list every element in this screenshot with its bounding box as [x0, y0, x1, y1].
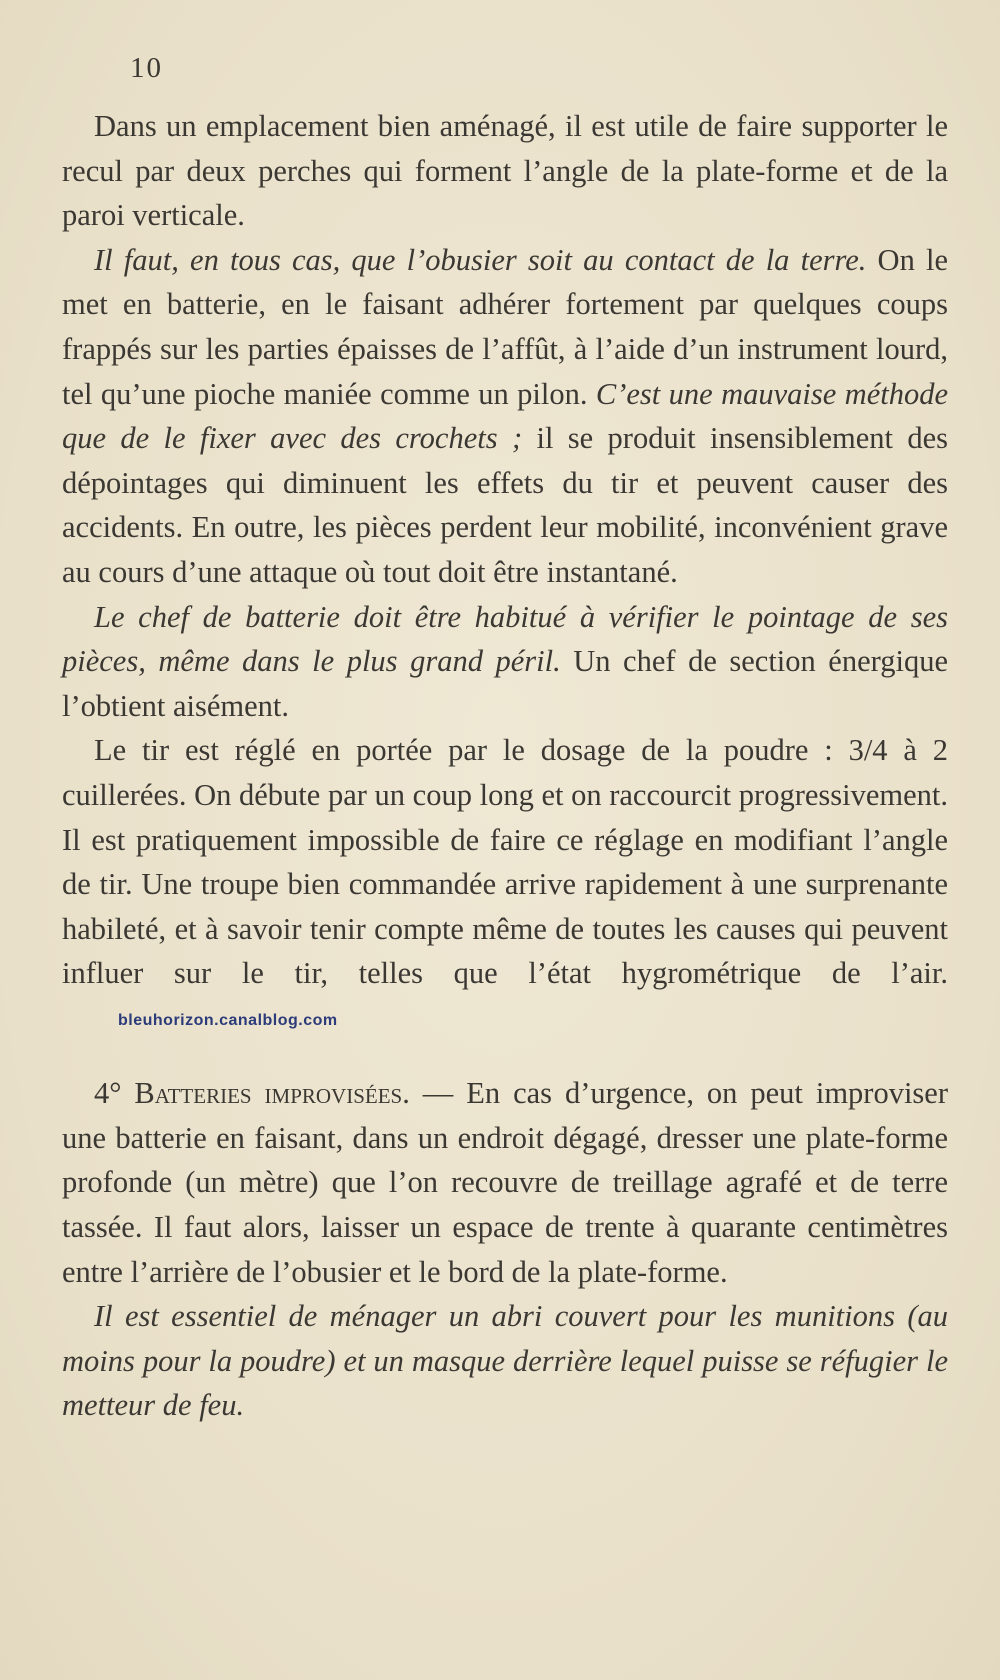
section-number: 4° [94, 1076, 135, 1111]
paragraph-reglage-tir [62, 728, 948, 1043]
italic-emphasis: C’est une mauvaise méthode que de le fixer avec des crochets ; [62, 376, 949, 456]
paragraph-abri-munitions [62, 1294, 948, 1428]
paragraph-emplacement: Dans un emplacement bien aménagé, il est utile de faire supporter le recul par deux perches qui forment l’angle de la plate-forme et de la paroi verticale. [62, 109, 948, 233]
italic-emphasis: Le chef de batterie doit être habitué à vérifier le pointage de ses pièces, même dans le plus grand péril. [62, 599, 948, 679]
paragraph-batteries-improvisees [62, 1071, 948, 1294]
paragraph-text: Le tir est réglé en portée par le dosage de la poudre : 3/4 à 2 cuillerées. On débute par un coup long et on raccourcit progressivement. Il est pratiquement impossible de faire ce réglage en modifiant l’angle de tir. Une troupe bien commandée arrive rapidement à une surprenante habileté, et à savoir tenir compte même de toutes les causes qui peuvent influer sur le tir, telles que l’état hygrométrique de l’air. [62, 733, 948, 991]
paragraph-text: il se produit insensiblement des dépointages qui diminuent les effets du tir et peuvent causer des accidents. En outre, les pièces perdent leur mobilité, inconvénient grave au cours d’une attaque où tout doit être instantané. [62, 421, 948, 589]
paragraph-text: On le met en batterie, en le faisant adhérer fortement par quelques coups frappés sur les parties épaisses de l’affût, à l’aide d’un instrument lourd, tel qu’une pioche maniée comme un pilon. [62, 242, 948, 411]
section-heading: Batteries improvisées. [134, 1076, 410, 1111]
italic-emphasis: Il faut, en tous cas, que l’obusier soit au contact de la terre. [94, 242, 867, 277]
page-number: 10 [130, 52, 163, 84]
page-body [62, 104, 948, 1428]
watermark-stamp: bleuhorizon.canalblog.com [118, 1011, 338, 1029]
paragraph-contact-terre [62, 238, 948, 595]
paragraph-text: Un chef de section énergique l’obtient aisément. [62, 644, 948, 723]
italic-emphasis: Il est essentiel de ménager un abri couvert pour les munitions (au moins pour la poudre) et un masque derrière lequel puisse se réfugier le metteur de feu. [62, 1299, 948, 1423]
paragraph-chef-batterie [62, 595, 948, 729]
paragraph-text: — En cas d’urgence, on peut improviser une batterie en faisant, dans un endroit dégagé, dresser une plate-forme profonde (un mètre) que l’on recouvre de treillage agrafé et de terre tassée. Il faut alors, laisser un espace de trente à quarante centimètres entre l’arrière de l’obusier et le bord de la plate-forme. [62, 1076, 948, 1289]
